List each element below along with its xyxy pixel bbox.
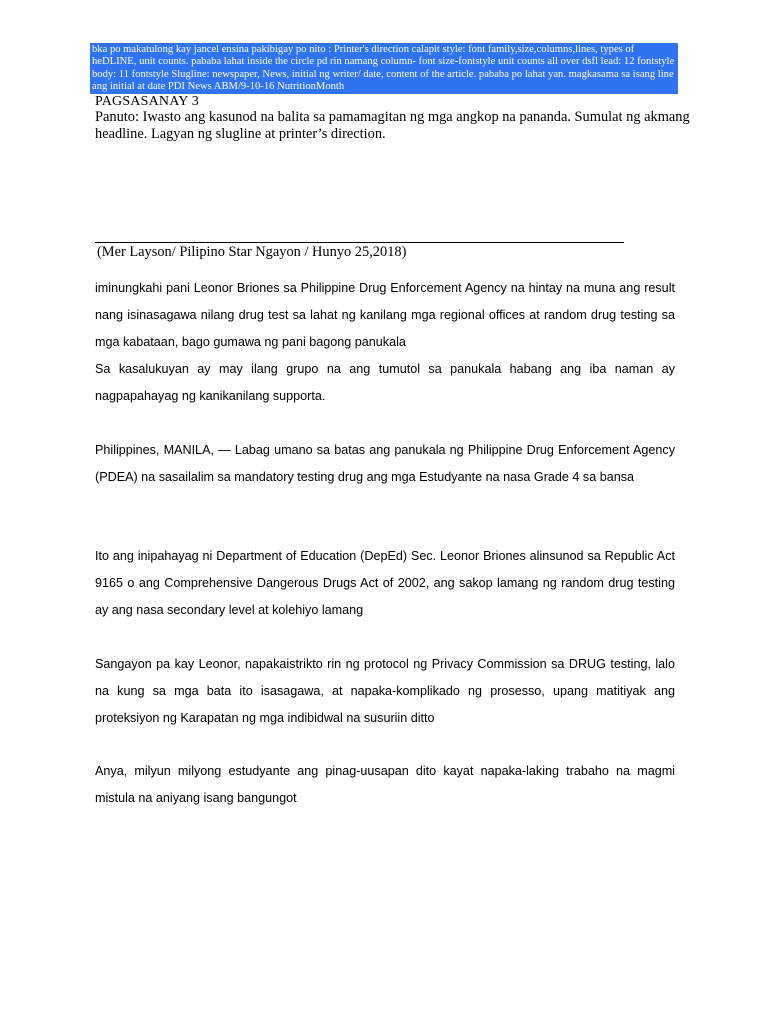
article-paragraph: iminungkahi pani Leonor Briones sa Philippine Drug Enforcement Agency na hintay na muna ang result nang isinasagawa nilang drug test sa lahat ng kanilang mga regional offices at random drug testing sa mga kabataan, bago gumawa ng pani bagong panukala	[95, 281, 675, 349]
article-paragraph: Sangayon pa kay Leonor, napakaistrikto rin ng protocol ng Privacy Commission sa DRUG testing, lalo na kung sa mga bata ito isasagawa, at napaka-komplikado ng prosesso, upang matitiyak ang proteksiyon ng Karapatan ng mga indibidwal na susuriin ditto	[95, 657, 675, 725]
highlighted-note: bka po makatulong kay jancel ensina pakibigay po nito : Printer's direction calapit style: font family,size,columns,lines, types of heDLINE, unit counts. pababa lahat inside the circle pd rin namang column- font size-fontstyle unit counts all over dsfl lead: 12 fontstyle body: 11 fontstyle Slugline: newspaper, News, initial ng writer/ date, content of the article. pababa po lahat yan. magkasama sa isang line ang initial at date PDI News ABM/9-10-16 NutritionMonth	[90, 43, 678, 94]
article-paragraph: Sa kasalukuyan ay may ilang grupo na ang tumutol sa panukala habang ang iba naman ay nagpapahayag ng kanikanilang supporta.	[95, 362, 675, 403]
article-paragraph: Philippines, MANILA, — Labag umano sa batas ang panukala ng Philippine Drug Enforcement Agency (PDEA) na sasailalim sa mandatory testing drug ang mga Estudyante na nasa Grade 4 sa bansa	[95, 443, 675, 484]
headline-rule	[95, 242, 624, 243]
article-paragraph: Ito ang inipahayag ni Department of Education (DepEd) Sec. Leonor Briones alinsunod sa Republic Act 9165 o ang Comprehensive Dangerous Drugs Act of 2002, ang sakop lamang ng random drug testing ay ang nasa secondary level at kolehiyo lamang	[95, 549, 675, 617]
instructions-text: Panuto: Iwasto ang kasunod na balita sa pamamagitan ng mga angkop na pananda. Sumulat ng akmang headline. Lagyan ng slugline at printer’s direction.	[95, 109, 690, 142]
exercise-title: PAGSASANAY 3	[95, 94, 199, 109]
byline: (Mer Layson/ Pilipino Star Ngayon / Hunyo 25,2018)	[97, 244, 407, 260]
article-paragraph: Anya, milyun milyong estudyante ang pinag-uusapan dito kayat napaka-laking trabaho na magmi mistula na aniyang isang bangungot	[95, 764, 675, 805]
